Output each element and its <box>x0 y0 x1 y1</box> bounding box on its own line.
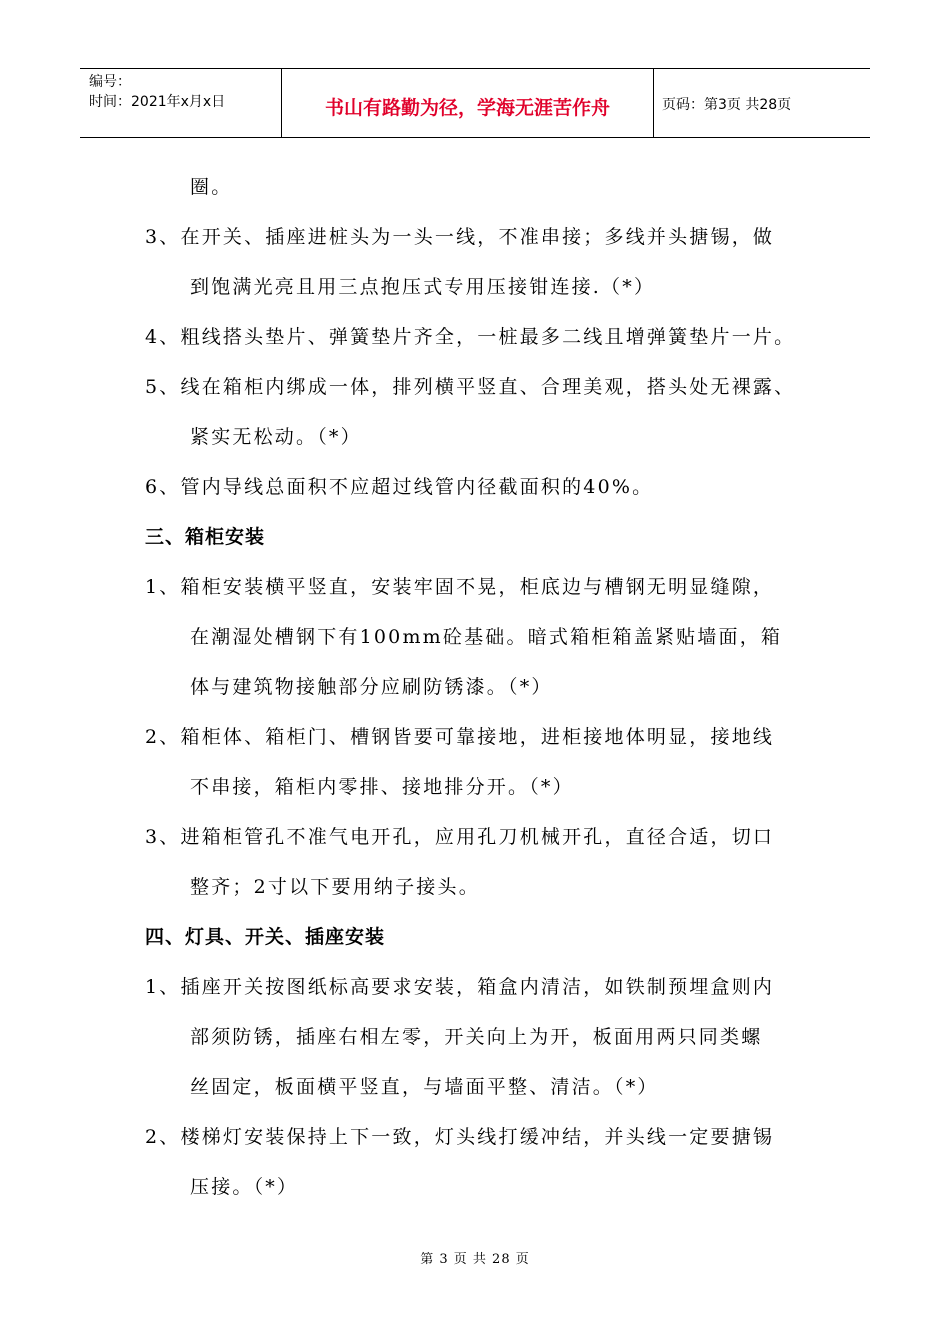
section-heading: 三、箱柜安装 <box>145 526 266 548</box>
doc-number-label: 编号： <box>89 74 131 90</box>
body-line: 紧实无松动。（*） <box>190 426 362 448</box>
header-page-cell <box>654 69 870 137</box>
body-line: 4、粗线搭头垫片、弹簧垫片齐全，一桩最多二线且增弹簧垫片一片。 <box>145 326 796 348</box>
motto-text: 书山有路勤为径，学海无涯苦作舟 <box>324 96 610 119</box>
body-line: 3、在开关、插座进桩头为一头一线，不准串接；多线并头搪锡，做 <box>145 226 775 248</box>
body-line: 到饱满光亮且用三点抱压式专用压接钳连接.（*） <box>190 276 656 298</box>
body-line: 3、进箱柜管孔不准气电开孔，应用孔刀机械开孔，直径合适，切口 <box>145 826 775 848</box>
header-motto-cell <box>282 69 654 137</box>
body-line: 1、箱柜安装横平竖直，安装牢固不晃，柜底边与槽钢无明显缝隙， <box>145 576 775 598</box>
body-line: 5、线在箱柜内绑成一体，排列横平竖直、合理美观，搭头处无裸露、 <box>145 376 796 398</box>
header-meta-cell <box>80 69 282 137</box>
body-line: 丝固定，板面横平竖直，与墙面平整、清洁。（*） <box>190 1076 659 1098</box>
body-line: 整齐；2寸以下要用纳子接头。 <box>190 876 480 898</box>
body-line: 1、插座开关按图纸标高要求安装，箱盒内清洁，如铁制预埋盒则内 <box>145 976 775 998</box>
body-line: 不串接，箱柜内零排、接地排分开。（*） <box>190 776 574 798</box>
body-line: 部须防锈，插座右相左零，开关向上为开，板面用两只同类螺 <box>190 1026 763 1048</box>
body-line: 圈。 <box>190 176 233 198</box>
page-indicator: 页码：第3页 共28页 <box>662 97 792 113</box>
page-footer: 第 3 页 共 28 页 <box>420 1252 530 1267</box>
body-line: 2、箱柜体、箱柜门、槽钢皆要可靠接地，进柜接地体明显，接地线 <box>145 726 775 748</box>
body-line: 体与建筑物接触部分应刷防锈漆。（*） <box>190 676 553 698</box>
body-line: 压接。（*） <box>190 1176 299 1198</box>
section-heading: 四、灯具、开关、插座安装 <box>145 926 386 948</box>
date-text: 时间：2021年x月x日 <box>89 94 226 110</box>
body-line: 在潮湿处槽钢下有100mm砼基础。暗式箱柜箱盖紧贴墙面，箱 <box>190 626 783 648</box>
body-line: 2、楼梯灯安装保持上下一致，灯头线打缓冲结，并头线一定要搪锡 <box>145 1126 775 1148</box>
body-line: 6、管内导线总面积不应超过线管内径截面积的40%。 <box>145 476 654 498</box>
page-header <box>80 68 870 138</box>
